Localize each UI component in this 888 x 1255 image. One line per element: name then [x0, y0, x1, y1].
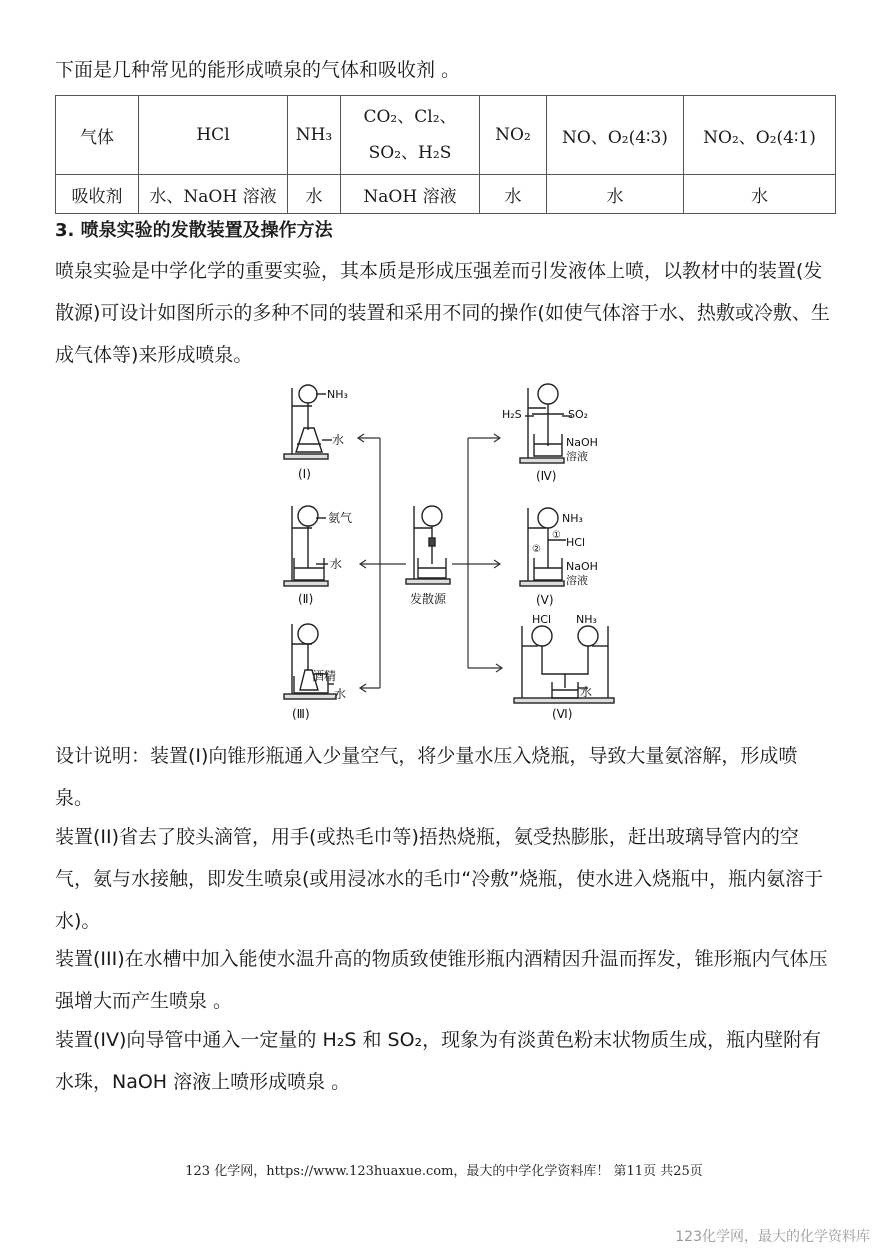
section-title: 3. 喷泉实验的发散装置及操作方法 — [55, 220, 333, 241]
section-body: 喷泉实验是中学化学的重要实验，其本质是形成压强差而引发液体上喷，以教材中的装置(发散源)可设计如图所示的多种不同的装置和采用不同的操作(如使气体溶于水、热敷或冷敷、生成气体等)来形成喷泉。 — [55, 260, 830, 366]
absorbent-cell: 水 — [547, 175, 684, 214]
label-apparatus-vi: (Ⅵ) — [552, 707, 573, 721]
label-so2: SO₂ — [568, 408, 589, 421]
design-note-paragraph: 装置(III)在水槽中加入能使水温升高的物质致使锥形瓶内酒精因升温而挥发，锥形瓶内气体压强增大而产生喷泉 。 — [55, 948, 828, 1012]
label-apparatus-iii: (Ⅲ) — [292, 707, 310, 721]
gas-cell: NH₃ — [288, 96, 341, 175]
label-solution: 溶液 — [566, 450, 588, 463]
absorbent-cell: 水 — [288, 175, 341, 214]
label-water: 水 — [332, 433, 345, 447]
label-ammonia: 氨气 — [328, 511, 353, 525]
label-nh3: NH₃ — [576, 613, 597, 626]
design-note-paragraph: 装置(II)省去了胶头滴管，用手(或热毛巾等)捂热烧瓶，氨受热膨胀，赶出玻璃导管内的空气，氨与水接触，即发生喷泉(或用浸冰水的毛巾“冷敷”烧瓶，使水进入烧瓶中，瓶内氨溶于水)。 — [55, 826, 824, 932]
gas-cell: HCl — [139, 96, 288, 175]
page-footer: 123 化学网，https://www.123huaxue.com，最大的中学化学资料库！ 第11页 共25页 — [185, 1164, 703, 1179]
label-circle-2: ② — [532, 544, 541, 555]
label-naoh: NaOH — [566, 436, 598, 449]
label-solution: 溶液 — [566, 574, 588, 587]
absorbent-cell: 水 — [684, 175, 836, 214]
label-apparatus-v: (Ⅴ) — [536, 593, 554, 607]
gas-cell: NO₂、O₂(4∶1) — [684, 96, 836, 175]
apparatus-iii — [284, 624, 336, 699]
gas-cell-line: CO₂、Cl₂、 — [363, 107, 457, 127]
label-water: 水 — [334, 687, 347, 701]
absorbent-cell: 水 — [480, 175, 547, 214]
label-alcohol: 酒精 — [312, 669, 337, 683]
gas-cell — [341, 96, 480, 175]
label-apparatus-i: (Ⅰ) — [298, 467, 311, 481]
apparatus-v — [520, 508, 566, 586]
table-row-absorbent — [56, 175, 836, 214]
fountain-apparatus-figure — [270, 378, 615, 728]
gas-cell-line: SO₂、H₂S — [368, 143, 452, 163]
label-nh3: NH₃ — [327, 388, 348, 401]
apparatus-ii — [284, 506, 328, 586]
connector-arrows — [358, 434, 502, 692]
apparatus-vi — [514, 626, 614, 703]
intro-text: 下面是几种常见的能形成喷泉的气体和吸收剂 。 — [55, 59, 461, 81]
design-note-paragraph: 设计说明：装置(I)向锥形瓶通入少量空气，将少量水压入烧瓶，导致大量氨溶解，形成喷泉。 — [55, 745, 798, 809]
label-h2s: H₂S — [502, 408, 522, 421]
apparatus-i — [284, 385, 332, 459]
absorbent-cell: NaOH 溶液 — [341, 175, 480, 214]
row-label-absorbent: 吸收剂 — [56, 175, 139, 214]
design-note-paragraph: 装置(IV)向导管中通入一定量的 H₂S 和 SO₂，现象为有淡黄色粉末状物质生成，瓶内壁附有水珠，NaOH 溶液上喷形成喷泉 。 — [55, 1029, 822, 1093]
label-hcl: HCl — [532, 613, 552, 626]
label-naoh: NaOH — [566, 560, 598, 573]
apparatus-iv — [520, 384, 572, 463]
label-hcl: HCl — [566, 536, 586, 549]
label-nh3: NH₃ — [562, 512, 583, 525]
watermark: 123化学网，最大的化学资料库 — [675, 1229, 870, 1245]
gas-cell: NO、O₂(4∶3) — [547, 96, 684, 175]
label-apparatus-ii: (Ⅱ) — [298, 592, 314, 606]
label-circle-1: ① — [552, 530, 561, 541]
label-apparatus-iv: (Ⅳ) — [536, 469, 557, 483]
absorbent-cell: 水、NaOH 溶液 — [139, 175, 288, 214]
table-row-gas — [56, 96, 836, 175]
label-water: 水 — [330, 557, 343, 571]
label-source: 发散源 — [410, 592, 447, 606]
gas-absorbent-table — [55, 95, 836, 214]
label-water: 水 — [580, 685, 593, 699]
gas-cell: NO₂ — [480, 96, 547, 175]
apparatus-source — [406, 506, 450, 584]
row-label-gas: 气体 — [56, 96, 139, 175]
